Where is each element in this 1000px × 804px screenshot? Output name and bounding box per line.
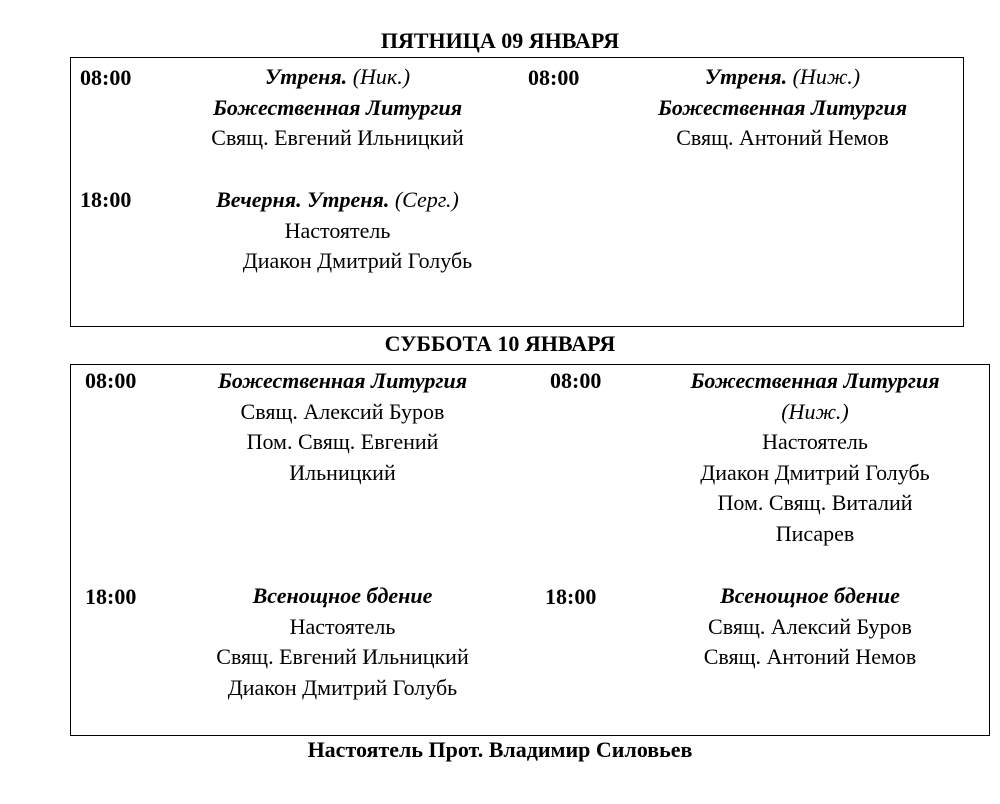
service-entry [175,581,510,703]
clergy-name: Пом. Свящ. Виталий [717,490,913,515]
day-title-friday: ПЯТНИЦА 09 ЯНВАРЯ [380,28,620,53]
clergy-name: Ильницкий [289,459,396,485]
clergy-name: Диакон Дмитрий Голубь [700,459,930,485]
clergy-name: Настоятель [284,217,391,243]
clergy-name: Диакон Дмитрий Голубь [227,674,458,700]
service-name: Утреня. [264,64,348,89]
service-name: Божественная Литургия [690,368,940,393]
service-name: Всенощное бдение [252,583,433,608]
service-name: Всенощное бдение [720,583,900,608]
service-name-line [615,62,950,93]
service-location: (Ниж.) [792,64,861,89]
service-time: 18:00 [80,187,132,212]
service-subtitle: Божественная Литургия [657,94,908,120]
service-entry [175,366,510,488]
service-name: Вечерня. Утреня. [216,187,390,212]
service-location: (Ник.) [352,64,411,89]
clergy-name: Свящ. Алексий Буров [240,398,445,424]
service-time: 18:00 [85,584,137,609]
service-entry [615,62,950,154]
clergy-name: Свящ. Евгений Ильницкий [211,125,464,150]
clergy-name: Свящ. Антоний Немов [703,644,917,669]
service-time: 08:00 [550,368,602,393]
service-subtitle: Божественная Литургия [212,94,463,120]
service-time: 08:00 [528,65,580,90]
service-location: (Ниж.) [781,398,849,424]
service-name-line [170,185,505,216]
clergy-name: Настоятель [762,429,868,454]
clergy-name: Диакон Дмитрий Голубь [242,248,473,273]
footer-rector: Настоятель Прот. Владимир Силовьев [307,737,693,762]
clergy-name: Писарев [775,520,855,546]
clergy-name: Свящ. Антоний Немов [676,125,889,150]
service-entry [170,185,505,277]
service-name: Утреня. [704,64,788,89]
clergy-name: Пом. Свящ. Евгений [246,429,439,454]
service-time: 08:00 [85,368,137,393]
clergy-name: Свящ. Алексий Буров [708,613,912,639]
service-location: (Серг.) [394,187,459,212]
service-time: 08:00 [80,65,132,90]
service-entry [645,581,975,673]
clergy-name: Настоятель [289,613,396,639]
clergy-name: Свящ. Евгений Ильницкий [216,644,469,669]
service-name: Божественная Литургия [217,368,468,393]
service-time: 18:00 [545,584,597,609]
service-entry [170,62,505,154]
service-entry [645,366,985,549]
day-title-saturday: СУББОТА 10 ЯНВАРЯ [384,331,616,356]
service-name-line [170,62,505,93]
